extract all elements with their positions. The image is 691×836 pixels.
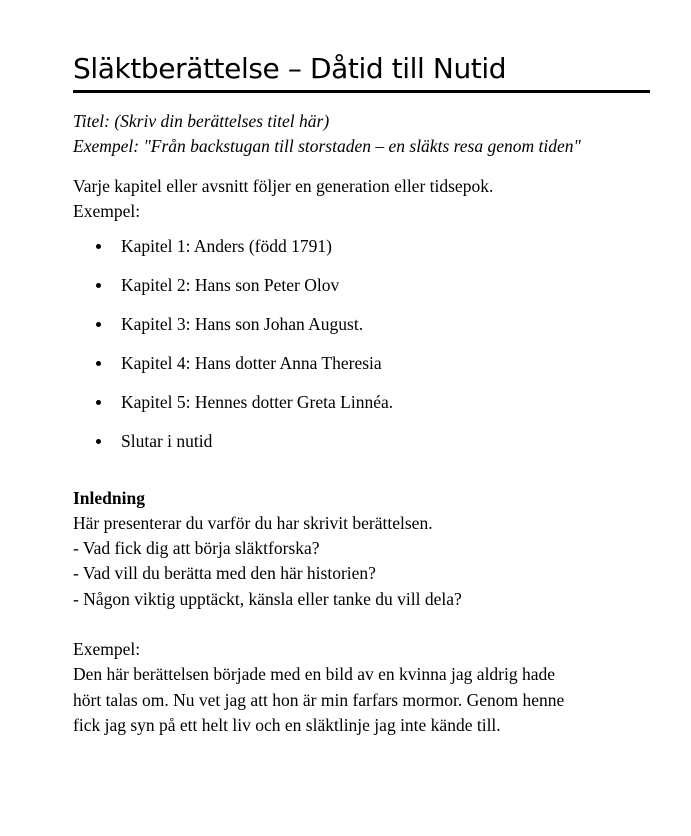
section-line: - Vad vill du berätta med den här historien?: [73, 563, 376, 583]
bullet-icon: [96, 361, 101, 366]
section-line: Här presenterar du varför du har skrivit berättelsen.: [73, 513, 433, 533]
example-label: Exempel:: [73, 639, 141, 659]
subtitle-instruction: Titel: (Skriv din berättelses titel här): [73, 111, 330, 131]
example-line: Den här berättelsen började med en bild av en kvinna jag aldrig hade: [73, 664, 556, 684]
chapter-text: Slutar i nutid: [121, 431, 213, 451]
bullet-icon: [96, 439, 101, 444]
bullet-icon: [96, 322, 101, 327]
intro-example-label: Exempel:: [73, 201, 141, 221]
example-line: fick jag syn på ett helt liv och en släktlinje jag inte kände till.: [73, 715, 501, 735]
subtitle-example: Exempel: "Från backstugan till storstaden – en släkts resa genom tiden": [73, 136, 581, 156]
bullet-icon: [96, 400, 101, 405]
section-line: - Någon viktig upptäckt, känsla eller tanke du vill dela?: [73, 589, 462, 609]
chapter-text: Kapitel 1: Anders (född 1791): [121, 236, 332, 256]
section-line: - Vad fick dig att börja släktforska?: [73, 538, 320, 558]
chapter-text: Kapitel 3: Hans son Johan August.: [121, 314, 364, 334]
chapter-text: Kapitel 2: Hans son Peter Olov: [121, 275, 340, 295]
section-heading: Inledning: [73, 488, 145, 508]
page-title: Släktberättelse – Dåtid till Nutid: [73, 52, 507, 85]
title-divider: [73, 90, 650, 93]
example-line: hört talas om. Nu vet jag att hon är min farfars mormor. Genom henne: [73, 690, 565, 710]
intro-text: Varje kapitel eller avsnitt följer en generation eller tidsepok.: [73, 176, 494, 196]
bullet-icon: [96, 244, 101, 249]
chapter-text: Kapitel 5: Hennes dotter Greta Linnéa.: [121, 392, 394, 412]
chapter-text: Kapitel 4: Hans dotter Anna Theresia: [121, 353, 382, 373]
bullet-icon: [96, 283, 101, 288]
